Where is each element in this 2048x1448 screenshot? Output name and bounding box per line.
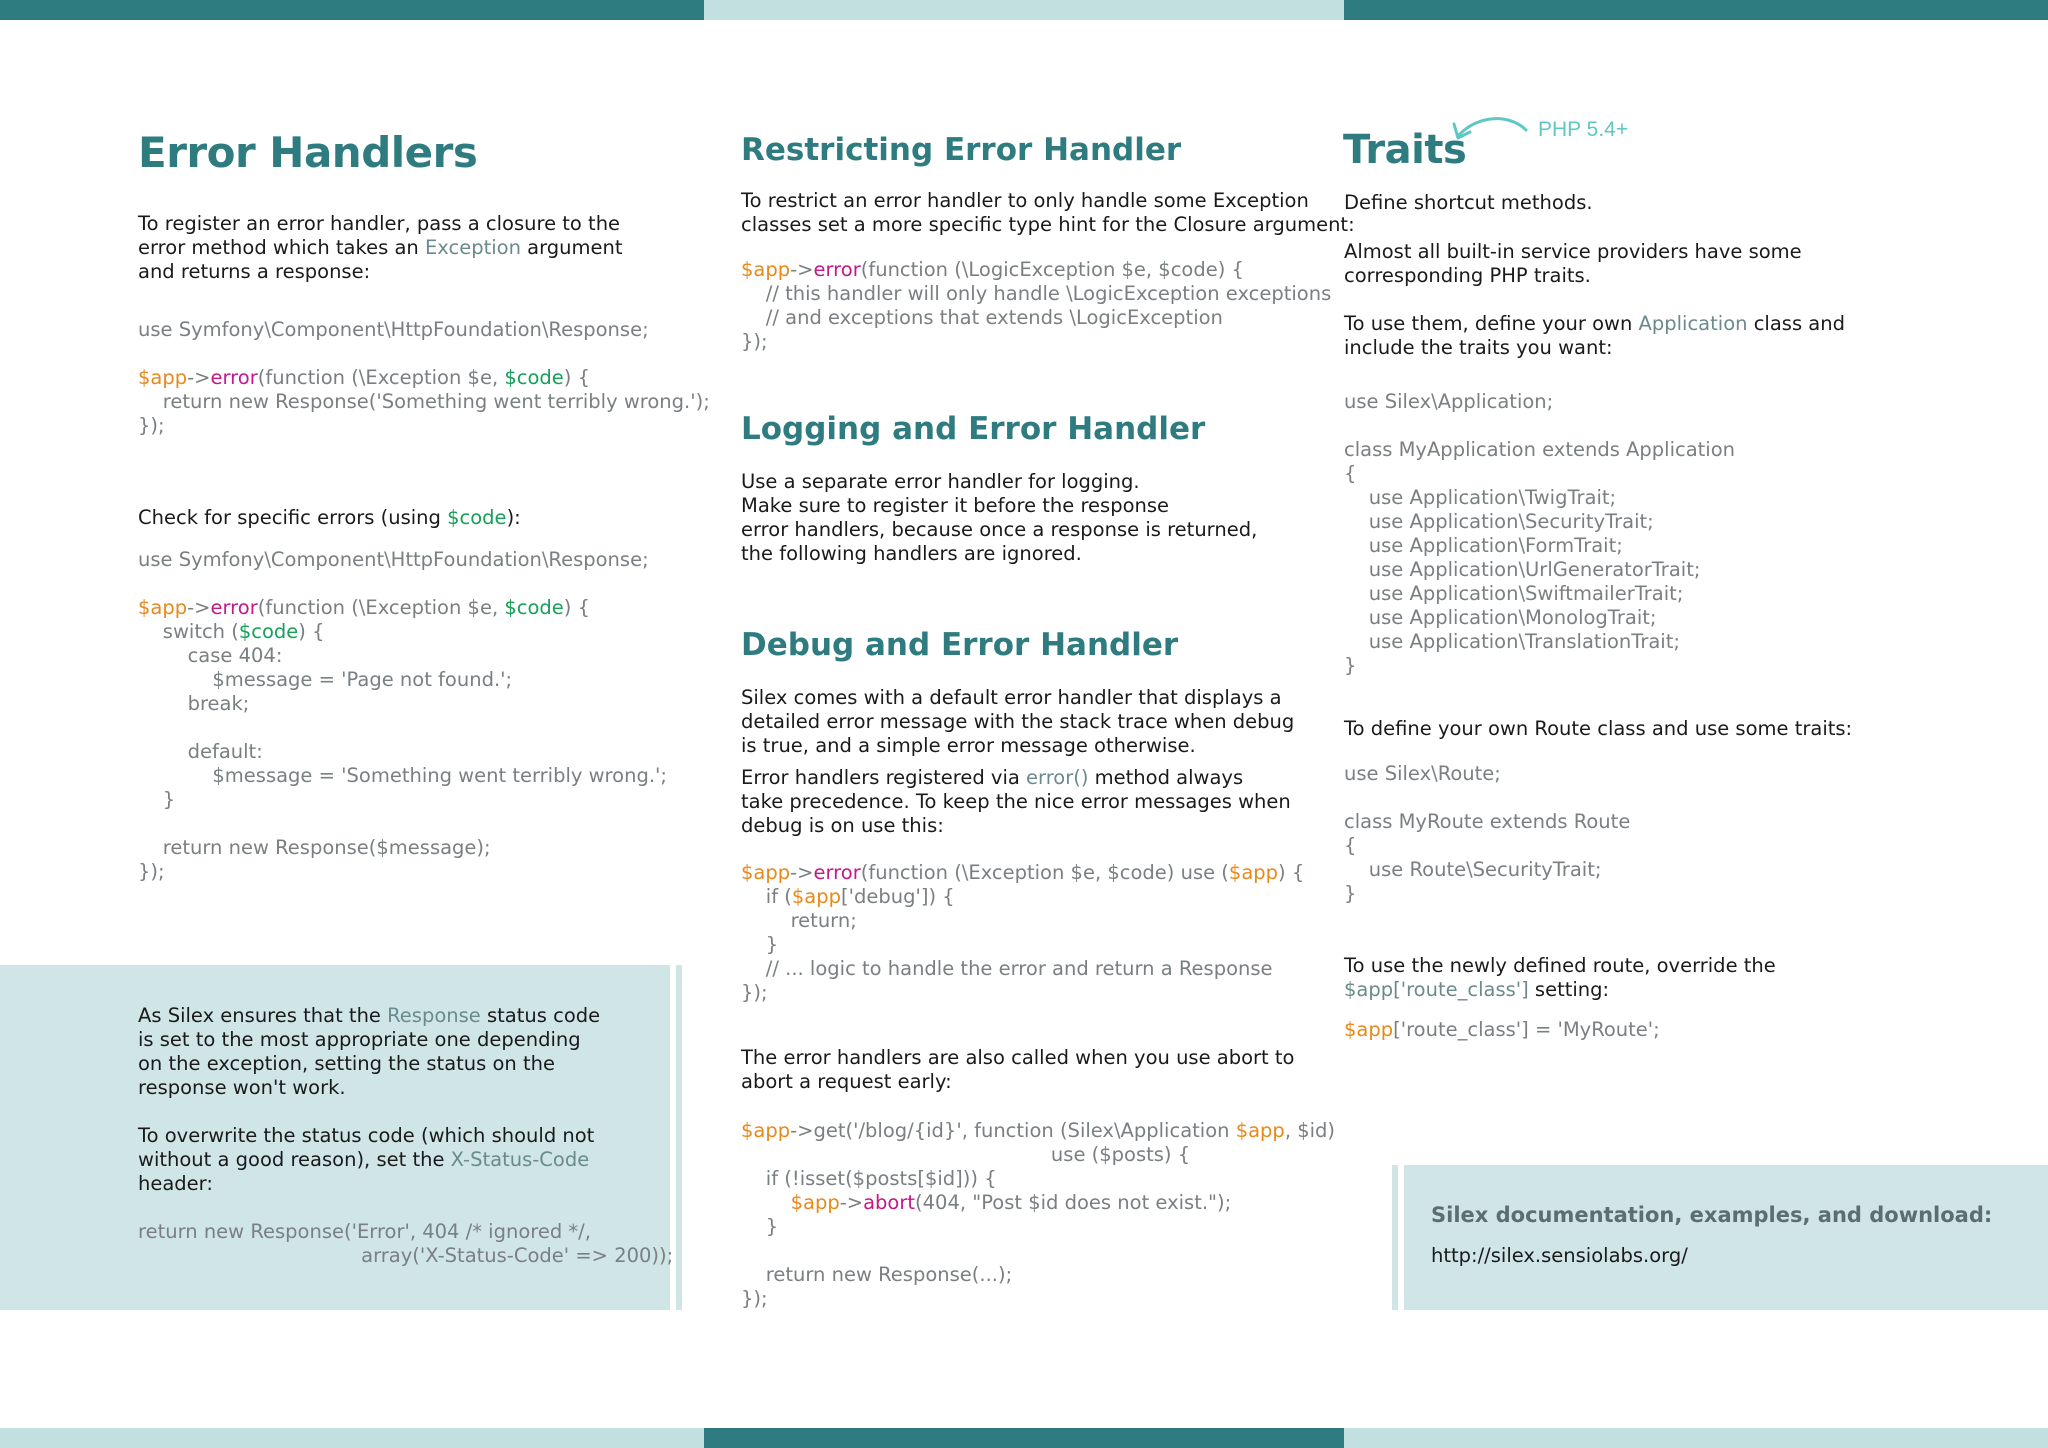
debug-title: Debug and Error Handler: [741, 627, 1179, 663]
traits-text-1: Define shortcut methods.: [1344, 191, 1593, 214]
code-switch-error-handler: use Symfony\Component\HttpFoundation\Response; $app->error(function (\Exception $e, $code) { switch ($code) { case 404: $message = 'Page not found.'; break; default: $message = 'Something went terribly wrong.'; } return new Response($message); });: [138, 548, 667, 883]
docs-title: Silex documentation, examples, and download:: [1431, 1203, 1993, 1227]
status-code-note-box-stripe: [676, 965, 682, 1310]
bottom-bar-middle: [704, 1428, 1344, 1448]
traits-title: Traits: [1343, 127, 1467, 173]
traits-text-5: To use the newly defined route, override the $app['route_class'] setting:: [1344, 954, 1776, 1001]
bottom-bar-right: [1344, 1428, 2048, 1448]
code-abort: $app->get('/blog/{id}', function (Silex\Application $app, $id) use ($posts) { if (!isset($posts[$id])) { $app->abort(404, "Post $id does not exist."); } return new Response(...); });: [741, 1119, 1336, 1310]
code-x-status-code: return new Response('Error', 404 /* ignored */, array('X-Status-Code' => 200));: [138, 1220, 674, 1267]
logging-text: Use a separate error handler for logging. Make sure to register it before the response error handlers, because once a response is returned, the following handlers are ignored.: [741, 470, 1258, 565]
top-bar-right: [1344, 0, 2048, 20]
restricting-title: Restricting Error Handler: [741, 132, 1182, 168]
debug-text-2: Error handlers registered via error() method always take precedence. To keep the nice error messages when debug is on use this:: [741, 766, 1291, 837]
code-debug: $app->error(function (\Exception $e, $code) use ($app) { if ($app['debug']) { return; } // ... logic to handle the error and return a Response });: [741, 861, 1305, 1004]
error-handlers-intro: To register an error handler, pass a closure to the error method which takes an Exception argument and returns a response:: [138, 212, 623, 283]
docs-link[interactable]: http://silex.sensiolabs.org/: [1431, 1244, 1688, 1267]
check-specific-errors-text: Check for specific errors (using $code):: [138, 506, 521, 529]
docs-box: [1404, 1165, 2048, 1310]
code-restricting: $app->error(function (\LogicException $e, $code) { // this handler will only handle \LogicException exceptions // and exceptions that extends \LogicException });: [741, 258, 1332, 353]
abort-text: The error handlers are also called when you use abort to abort a request early:: [741, 1046, 1295, 1093]
code-my-route: use Silex\Route; class MyRoute extends Route { use Route\SecurityTrait; }: [1344, 762, 1631, 905]
top-bar-middle: [704, 0, 1344, 20]
php-version-badge: PHP 5.4+: [1538, 118, 1629, 141]
code-my-application: use Silex\Application; class MyApplication extends Application { use Application\TwigTrait; use Application\SecurityTrait; use Application\FormTrait; use Application\UrlGeneratorTrait; use Application\SwiftmailerTrait; use Application\MonologTrait; use Application\TranslationTrait; }: [1344, 390, 1736, 677]
code-basic-error-handler: use Symfony\Component\HttpFoundation\Response; $app->error(function (\Exception $e, $code) { return new Response('Something went terribly wrong.'); });: [138, 318, 710, 437]
traits-text-3: To use them, define your own Application class and include the traits you want:: [1344, 312, 1845, 359]
error-handlers-title: Error Handlers: [138, 128, 478, 177]
status-code-note-text: As Silex ensures that the Response status code is set to the most appropriate one depending on the exception, setting the status on the response won't work. To overwrite the status code (which should not without a good reason), set the X-Status-Code header:: [138, 1004, 601, 1195]
top-bar-left: [0, 0, 704, 20]
docs-box-stripe: [1392, 1165, 1398, 1310]
code-route-class: $app['route_class'] = 'MyRoute';: [1344, 1018, 1660, 1041]
debug-text-1: Silex comes with a default error handler that displays a detailed error message with the stack trace when debug is true, and a simple error message otherwise.: [741, 686, 1295, 757]
logging-title: Logging and Error Handler: [741, 411, 1206, 447]
traits-text-2: Almost all built-in service providers have some corresponding PHP traits.: [1344, 240, 1802, 287]
curved-arrow-icon: [1450, 112, 1530, 146]
bottom-bar-left: [0, 1428, 704, 1448]
restricting-text: To restrict an error handler to only handle some Exception classes set a more specific type hint for the Closure argument:: [741, 189, 1355, 236]
traits-text-4: To define your own Route class and use some traits:: [1344, 717, 1853, 740]
